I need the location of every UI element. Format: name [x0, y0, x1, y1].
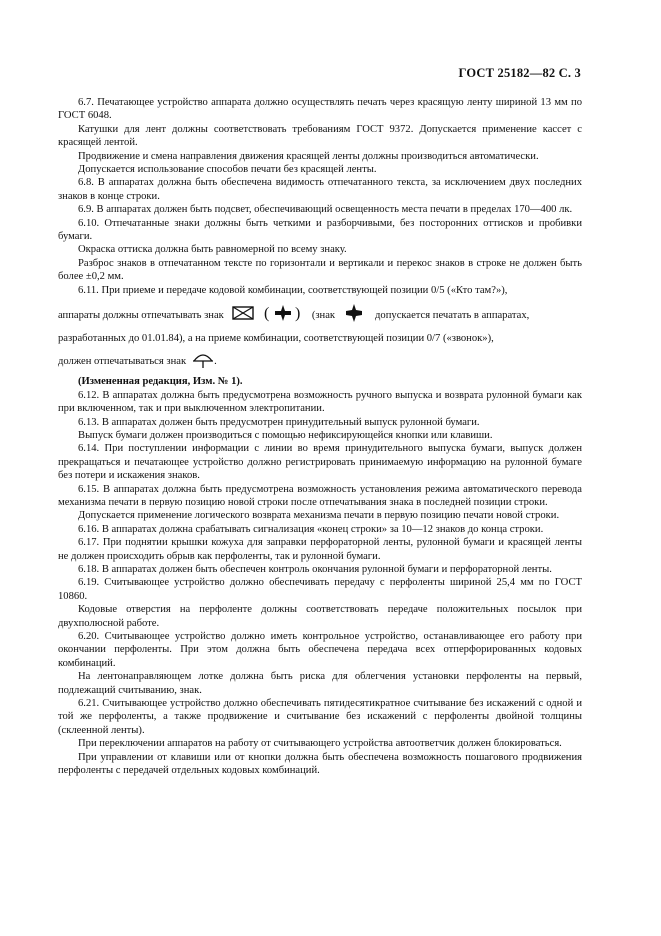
paragraph: 6.12. В аппаратах должна быть предусмотрена возможность ручного выпуска и возврата рулонной бумаги как при включенном, так и при выключенном электропитании. — [58, 389, 582, 415]
paragraph: Катушки для лент должны соответствовать требованиям ГОСТ 9372. Допускается применение кассет с красящей лентой. — [58, 123, 582, 149]
paragraph: 6.7. Печатающее устройство аппарата должно осуществлять печать через красящую ленту шириной 13 мм по ГОСТ 6048. — [58, 97, 582, 122]
document-body — [58, 96, 582, 778]
svg-text:(: ( — [263, 305, 270, 323]
page-header: ГОСТ 25182—82 С. 3 — [458, 66, 581, 80]
paragraph: 6.14. При поступлении информации с линии во время принудительного выпуска бумаги, выпуск должен прекращаться и печатающее устройство должно регистрировать принимаемую информацию на рулонной бумаге без потери и искажения знаков. — [58, 443, 582, 482]
symbol-sentence-line1 — [58, 303, 582, 327]
paragraph: Разброс знаков в отпечатанном тексте по горизонтали и вертикали и перекос знаков в строке не должен быть более ±0,2 мм. — [58, 257, 582, 283]
paragraph: 6.8. В аппаратах должна быть обеспечена видимость отпечатанного текста, за исключением двух последних знаков в конце строки. — [58, 177, 582, 202]
paragraph: Продвижение и смена направления движения красящей ленты должны производиться автоматически. — [78, 150, 539, 162]
paragraph: Окраска оттиска должна быть равномерной по всему знаку. — [78, 244, 347, 256]
paragraph: Кодовые отверстия на перфоленте должны соответствовать передаче положительных посылок при двухполюсной работе. — [58, 604, 582, 629]
svg-text:): ) — [294, 305, 301, 323]
paragraph: 6.16. В аппаратах должна срабатывать сигнализация «конец строки» за 10—12 знаков до конца строки. — [78, 523, 544, 535]
paragraph: Допускается применение логического возврата механизма печати в первую позицию печати новой строки. — [78, 510, 560, 522]
paragraph: Выпуск бумаги должен производиться с помощью нефиксирующейся кнопки или клавиши. — [78, 429, 493, 441]
symbol-text-5: . — [214, 356, 217, 368]
paragraph: 6.19. Считывающее устройство должно обеспечивать передачу с перфоленты шириной 25,4 мм по ГОСТ 10860. — [58, 577, 582, 602]
symbol-sentence-line2: разработанных до 01.01.84), а на приеме комбинации, соответствующей позиции 0/7 («звонок»), — [58, 332, 494, 344]
bell-icon — [192, 351, 214, 373]
paragraph: При переключении аппаратов на работу от считывающего устройства автоответчик должен блокироваться. — [78, 738, 562, 750]
paragraph: Допускается использование способов печати без красящей ленты. — [78, 164, 377, 176]
paragraph: 6.9. В аппаратах должен быть подсвет, обеспечивающий освещенность места печати в пределах 170—400 лк. — [78, 204, 573, 216]
crossed-box-icon — [232, 306, 254, 324]
symbol-text-3: допускается печатать в аппаратах, — [375, 309, 530, 321]
symbol-text-2: (знак — [311, 309, 336, 321]
paragraph: На лентонаправляющем лотке должна быть риска для облегчения установки перфоленты на первый, подлежащий считыванию, знак. — [58, 671, 582, 696]
paragraph: 6.10. Отпечатанные знаки должны быть четкими и разборчивыми, без посторонних оттисков и пробивки бумаги. — [58, 217, 582, 243]
bracketed-cross-icon — [264, 304, 302, 326]
symbol-text-4: должен отпечатываться знак — [58, 356, 187, 368]
paragraph: 6.13. В аппаратах должен быть предусмотрен принудительный выпуск рулонной бумаги. — [78, 416, 480, 428]
paragraph: 6.21. Считывающее устройство должно обеспечивать пятидесятикратное считывание без искажений с одной и той же перфоленты, а также продвижение и считывание без искажений с перфоленты двойной толщины (склеенной ленты). — [58, 698, 582, 736]
paragraph: 6.18. В аппаратах должен быть обеспечен контроль окончания рулонной бумаги и перфораторной ленты. — [78, 564, 552, 575]
paragraph: 6.20. Считывающее устройство должно иметь контрольное устройство, останавливающее его работу при окончании перфоленты. При этом должна быть обеспечена передача всех отперфорированных кодовых комбинаций. — [58, 631, 582, 669]
cross-icon — [345, 303, 363, 327]
paragraph: 6.17. При поднятии крышки кожуха для заправки перфораторной ленты, рулонной бумаги и красящей ленты не должен происходить обрыв как перфоленты, так и рулонной бумаги. — [58, 537, 582, 562]
paragraph: 6.11. При приеме и передаче кодовой комбинации, соответствующей позиции 0/5 («Кто там?»), — [78, 284, 508, 296]
paragraph-amendment: (Измененная редакция, Изм. № 1). — [78, 376, 243, 388]
symbol-text-1: аппараты должны отпечатывать знак — [58, 309, 224, 321]
paragraph: 6.15. В аппаратах должна быть предусмотрена возможность установления режима автоматического перевода механизма печати в первую позицию новой строки после отпечатывания знака в последней позиции строки. — [58, 483, 582, 508]
paragraph: При управлении от клавиши или от кнопки должна быть обеспечена возможность пошагового продвижения перфоленты с передачей отдельных кодовых комбинаций. — [58, 751, 582, 777]
symbol-sentence-line3 — [58, 351, 582, 373]
